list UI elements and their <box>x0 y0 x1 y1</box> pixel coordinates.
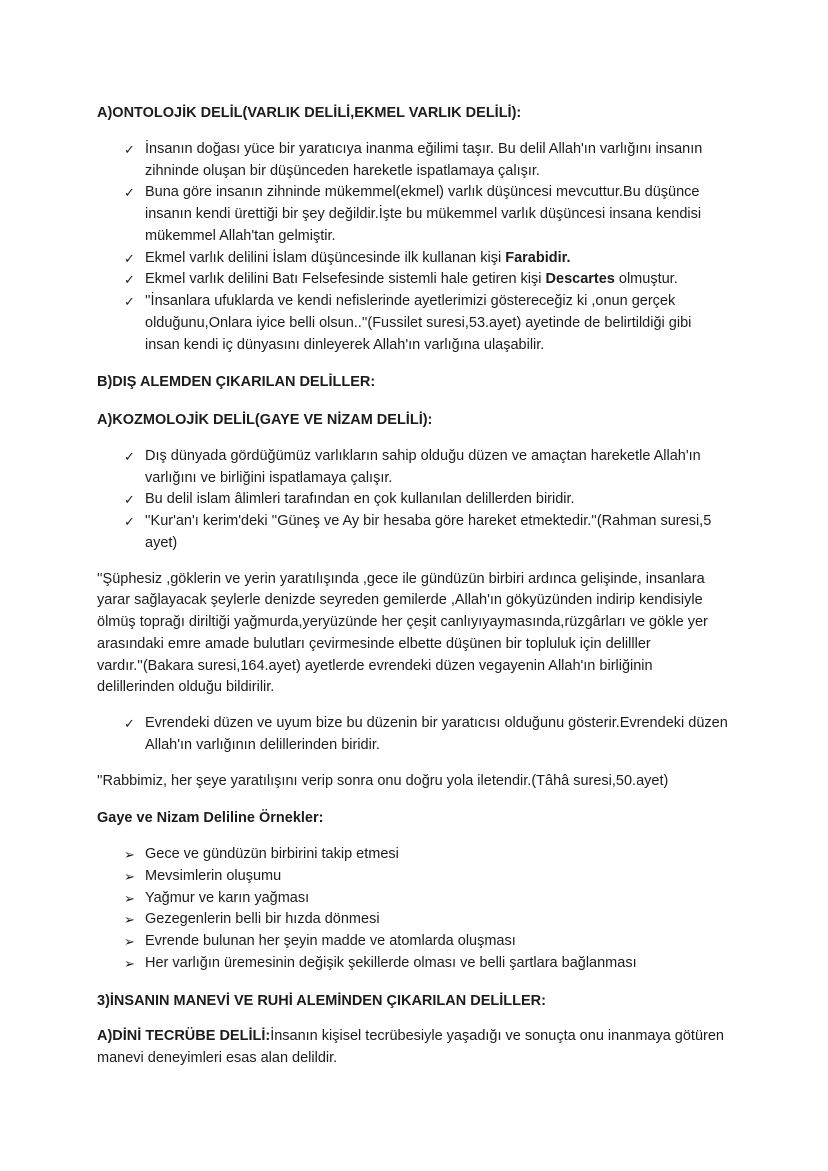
check-bullet-list <box>97 713 730 757</box>
checkmark-bullet-icon: ✓ <box>124 448 135 464</box>
arrow-bullet-icon: ➢ <box>124 847 135 862</box>
text-segment: Yağmur ve karın yağması <box>145 889 310 906</box>
checkmark-bullet-icon: ✓ <box>124 185 135 201</box>
list-item <box>124 291 730 356</box>
list-item-text <box>145 909 730 931</box>
list-item-text <box>145 182 730 247</box>
list-item <box>124 888 730 910</box>
list-item <box>124 489 730 511</box>
list-item-text <box>145 511 730 555</box>
list-item-text <box>145 931 730 953</box>
text-segment: ''Rabbimiz, her şeye yaratılışını verip sonra onu doğru yola iletendir.(Tâhâ suresi,50.ayet) <box>97 772 669 789</box>
list-item-text <box>145 489 730 511</box>
section-heading: A)KOZMOLOJİK DELİL(GAYE VE NİZAM DELİLİ): <box>97 412 433 428</box>
text-segment: Ekmel varlık delilini İslam düşüncesinde ilk kullanan kişi <box>145 249 506 266</box>
text-segment: Her varlığın üremesinin değişik şekillerde olması ve belli şartlara bağlanması <box>145 954 637 971</box>
bold-text: A)DİNİ TECRÜBE DELİLİ: <box>97 1028 271 1045</box>
text-segment: İnsanın doğası yüce bir yaratıcıya inanma eğilimi taşır. Bu delil Allah'ın varlığını insanın zihninde oluşan bir düşünceden hareketle ispatlamaya çalışır. <box>145 140 703 179</box>
list-item-text <box>145 139 730 183</box>
text-segment: Dış dünyada gördüğümüz varlıkların sahip olduğu düzen ve amaçtan hareketle Allah'ın varlığını ve birliğini ispatlamaya çalışır. <box>145 447 701 486</box>
arrow-bullet-icon: ➢ <box>124 955 135 971</box>
section-heading: A)ONTOLOJİK DELİL(VARLIK DELİLİ,EKMEL VARLIK DELİLİ): <box>97 105 522 121</box>
list-item <box>124 139 730 183</box>
list-item-text <box>145 866 730 888</box>
section-heading: B)DIŞ ALEMDEN ÇIKARILAN DELİLLER: <box>97 374 376 391</box>
arrow-bullet-icon: ➢ <box>124 912 135 928</box>
text-segment: ''İnsanlara ufuklarda ve kendi nefislerinde ayetlerimizi göstereceğiz ki ,onun gerçek olduğunu,Onlara iyice belli olsun..''(Fussilet suresi,53.ayet) ayetinde de belirtildiği gibi insan kendi iç dünyasını dinleyerek Allah'ın varlığına ulaşabilir. <box>145 293 692 353</box>
arrow-bullet-list <box>97 844 730 975</box>
checkmark-bullet-icon: ✓ <box>124 141 135 157</box>
arrow-bullet-icon: ➢ <box>124 890 135 906</box>
text-segment: Gezegenlerin belli bir hızda dönmesi <box>145 911 380 928</box>
paragraph <box>97 771 730 793</box>
text-segment: olmuştur. <box>614 271 678 288</box>
list-item <box>124 909 730 931</box>
list-item <box>124 182 730 247</box>
checkmark-bullet-icon: ✓ <box>124 272 135 288</box>
checkmark-bullet-icon: ✓ <box>124 514 135 529</box>
list-item <box>124 269 730 291</box>
text-segment: Evrende bulunan her şeyin madde ve atomlarda oluşması <box>145 933 516 949</box>
paragraph <box>97 1026 730 1070</box>
text-segment: Ekmel varlık delilini Batı Felsefesinde sistemli hale getiren kişi <box>145 271 546 288</box>
checkmark-bullet-icon: ✓ <box>124 250 135 266</box>
list-item-text <box>145 446 730 490</box>
list-item <box>124 931 730 953</box>
arrow-bullet-icon: ➢ <box>124 934 135 949</box>
list-item <box>124 511 730 555</box>
document-content <box>97 103 730 1070</box>
list-item-text <box>145 291 730 356</box>
checkmark-bullet-icon: ✓ <box>124 716 135 731</box>
text-segment: İnsanın kişisel tecrübesiyle yaşadığı ve sonuçta onu inanmaya götüren manevi deneyimleri esas alan delildir. <box>97 1028 724 1066</box>
list-item <box>124 248 730 270</box>
list-item <box>124 866 730 888</box>
list-item-text <box>145 844 730 866</box>
checkmark-bullet-icon: ✓ <box>124 492 135 508</box>
list-item-text <box>145 953 730 975</box>
list-item-text <box>145 248 730 270</box>
checkmark-bullet-icon: ✓ <box>124 294 135 309</box>
list-item <box>124 844 730 866</box>
text-segment: ''Kur'an'ı kerim'deki ''Güneş ve Ay bir hesaba göre hareket etmektedir.''(Rahman suresi,5 ayet) <box>145 513 712 551</box>
text-segment: ''Şüphesiz ,göklerin ve yerin yaratılışında ,gece ile gündüzün birbiri ardınca gelişinde, insanlara yarar sağlayacak şeylerle denizde seyreden gemilerde ,Allah'ın gökyüzünden indirip kendisiyle ölmüş toprağı diriltiği yağmurda,yeryüzünde her çeşit canlıyıyaymasında,rüzgârları ve gökle yer arasındaki emre amade bulutları çevirmesinde elbette düşünen bir topluluk için delilller vardır.''(Bakara suresi,164.ayet) ayetlerde evrendeki düzen vegayenin Allah'ın birliğinin delillerinden olduğu bildirilir. <box>97 570 708 696</box>
text-segment: Bu delil islam âlimleri tarafından en çok kullanılan delillerden biridir. <box>145 491 575 508</box>
list-item-text <box>145 713 730 757</box>
arrow-bullet-icon: ➢ <box>124 868 135 884</box>
check-bullet-list <box>97 139 730 357</box>
list-item-text <box>145 888 730 910</box>
list-item <box>124 446 730 490</box>
list-item-text <box>145 269 730 291</box>
paragraph <box>97 569 730 700</box>
bold-text: Farabidir. <box>505 249 571 266</box>
text-segment: Gece ve gündüzün birbirini takip etmesi <box>145 846 399 862</box>
text-segment: Buna göre insanın zihninde mükemmel(ekmel) varlık düşüncesi mevcuttur.Bu düşünce insanın kendi ürettiği bir şey değildir.İşte bu mükemmel varlık düşüncesi insana kendisi mükemmel Allah'tan gelmiştir. <box>145 184 702 244</box>
list-item <box>124 953 730 975</box>
section-heading: 3)İNSANIN MANEVİ VE RUHİ ALEMİNDEN ÇIKARILAN DELİLLER: <box>97 992 546 1009</box>
text-segment: Mevsimlerin oluşumu <box>145 867 282 884</box>
check-bullet-list <box>97 446 730 555</box>
section-heading: Gaye ve Nizam Deliline Örnekler: <box>97 810 324 827</box>
bold-text: Descartes <box>545 271 615 288</box>
text-segment: Evrendeki düzen ve uyum bize bu düzenin bir yaratıcısı olduğunu gösterir.Evrendeki düzen Allah'ın varlığının delillerinden biridir. <box>145 715 728 753</box>
list-item <box>124 713 730 757</box>
